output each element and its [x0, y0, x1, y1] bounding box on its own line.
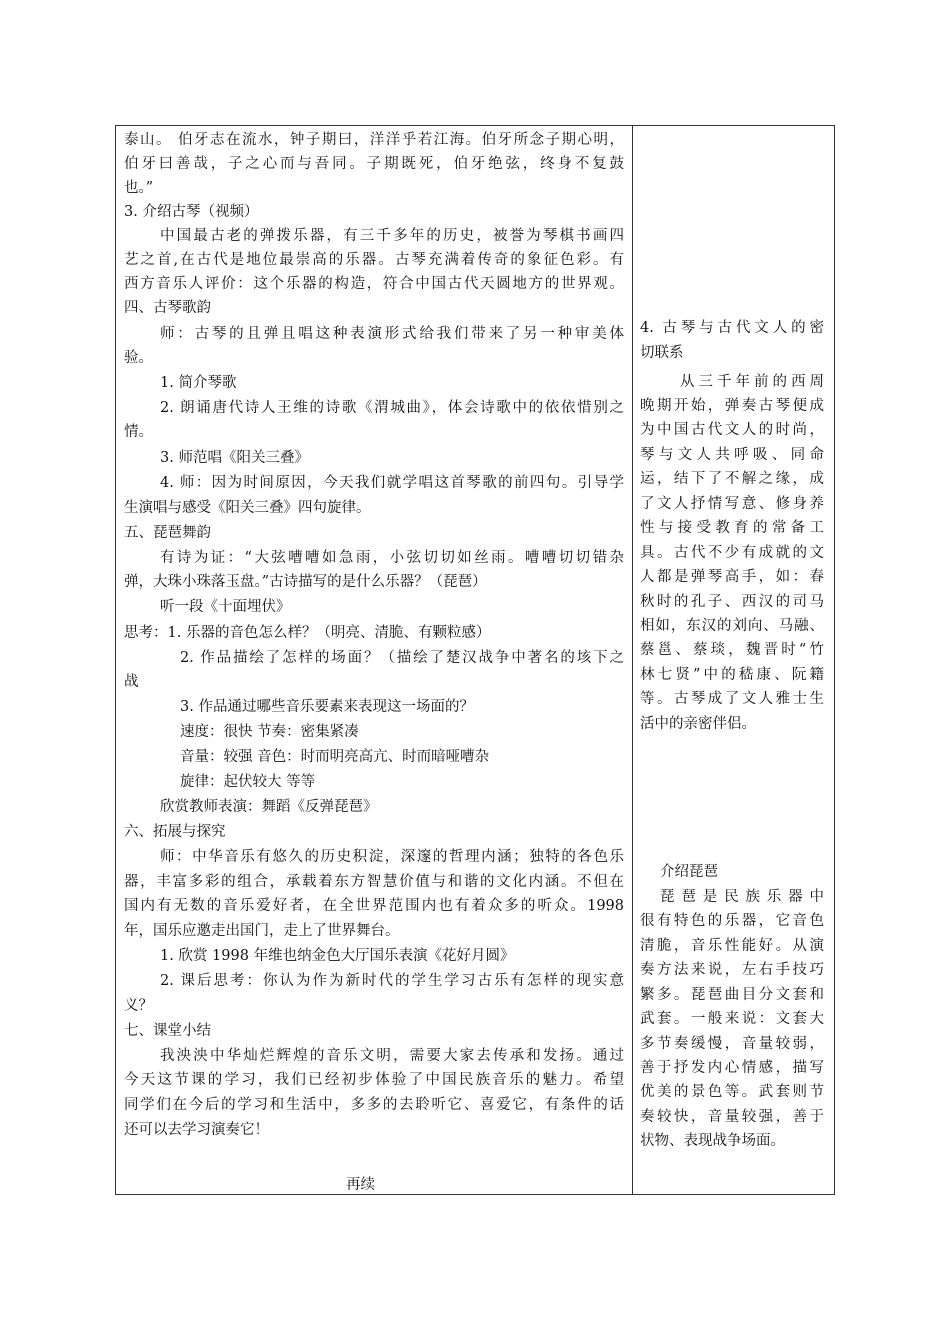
- lesson-text-line: 四、古琴歌韵: [124, 300, 211, 316]
- lesson-text-line: 1. 简介琴歌: [160, 375, 237, 391]
- notes-line-pipa: 琵琶是民族乐器中: [660, 889, 824, 905]
- lesson-text-line: 五、琵琶舞韵: [124, 525, 211, 541]
- notes-line-pipa: 多节奏缓慢，音量较弱，: [640, 1036, 824, 1052]
- notes-column: [640, 126, 828, 1190]
- lesson-text-line: 伯牙曰善哉，子之心而与吾同。子期既死，伯牙绝弦，终身不复鼓: [124, 156, 624, 172]
- lesson-text-line: 师：古琴的且弹且唱这种表演形式给我们带来了另一种审美体: [160, 326, 624, 342]
- lesson-body-column: [124, 128, 624, 1192]
- notes-line-guqin: 活中的亲密伴侣。: [640, 716, 756, 732]
- notes-line-guqin: 4. 古琴与古代文人的密: [640, 320, 824, 336]
- notes-line-guqin: 秋时的孔子、西汉的司马: [640, 594, 824, 610]
- lesson-text-line: 2. 作品描绘了怎样的场面？（描绘了楚汉战争中著名的垓下之: [180, 650, 624, 666]
- lesson-text-line: 4. 师：因为时间原因，今天我们就学唱这首琴歌的前四句。引导学: [160, 475, 624, 491]
- lesson-text-line: 2. 朗诵唐代诗人王维的诗歌《渭城曲》，体会诗歌中的依依惜别之: [160, 400, 624, 416]
- lesson-text-line: 泰山。 伯牙志在流水，钟子期曰，洋洋乎若江海。伯牙所念子期心明，: [124, 132, 624, 148]
- notes-line-pipa: 武套。一般来说：文套大: [640, 1011, 824, 1027]
- notes-line-pipa: 奏方法来说，左右手技巧: [640, 962, 824, 978]
- lesson-text-line: 还可以去学习演奏它！: [124, 1122, 269, 1138]
- notes-line-guqin: 等。古琴成了文人雅士生: [640, 691, 824, 707]
- continued-label: 再续: [346, 1177, 375, 1193]
- lesson-text-line: 中国最古老的弹拨乐器，有三千多年的历史，被誉为琴棋书画四: [160, 228, 624, 244]
- lesson-text-line: 3. 介绍古琴（视频）: [124, 204, 259, 220]
- lesson-text-line: 弹，大珠小珠落玉盘。”古诗描写的是什么乐器？（琵琶）: [124, 574, 487, 590]
- notes-line-guqin: 晚期开始，弹奏古琴便成: [640, 398, 824, 414]
- notes-line-pipa: 清脆，音乐性能好。从演: [640, 938, 824, 954]
- notes-line-guqin: 性与接受教育的常备工: [640, 520, 824, 536]
- lesson-text-line: 我泱泱中华灿烂辉煌的音乐文明，需要大家去传承和发扬。通过: [160, 1048, 624, 1064]
- notes-line-guqin: 蔡邕、蔡琰，魏晋时“竹: [640, 642, 824, 658]
- lesson-text-line: 欣赏教师表演：舞蹈《反弹琵琶》: [160, 799, 378, 815]
- notes-line-guqin: 林七贤”中的嵇康、阮籍: [640, 667, 824, 683]
- lesson-text-line: 生演唱与感受《阳关三叠》四句旋律。: [124, 500, 371, 516]
- notes-line-pipa: 善于抒发内心情感，描写: [640, 1060, 824, 1076]
- lesson-text-line: 情。: [124, 424, 153, 440]
- notes-line-guqin: 琴与文人共呼吸、同命: [640, 447, 824, 463]
- lesson-text-line: 速度：很快 节奏：密集紧凑: [180, 724, 359, 740]
- notes-line-guqin: 了文人抒情写意、修身养: [640, 496, 824, 512]
- column-divider: [632, 126, 633, 1194]
- lesson-text-line: 七、课堂小结: [124, 1023, 211, 1039]
- lesson-text-line: 3. 作品通过哪些音乐要素来表现这一场面的？: [180, 699, 474, 715]
- notes-line-guqin: 为中国古代文人的时尚，: [640, 422, 824, 438]
- lesson-text-line: 战: [124, 674, 139, 690]
- lesson-text-line: 今天这节课的学习，我们已经初步体验了中国民族音乐的魅力。希望: [124, 1072, 624, 1088]
- lesson-text-line: 艺之首,在古代是地位最崇高的乐器。古琴充满着传奇的象征色彩。有: [124, 252, 624, 268]
- notes-line-guqin: 具。古代不少有成就的文: [640, 545, 824, 561]
- lesson-text-line: 2. 课后思考：你认为作为新时代的学生学习古乐有怎样的现实意: [160, 973, 624, 989]
- notes-line-guqin: 从三千年前的西周: [680, 374, 824, 390]
- lesson-text-line: 3. 师范唱《阳关三叠》: [160, 450, 309, 466]
- notes-line-pipa: 状物、表现战争场面。: [640, 1133, 785, 1149]
- lesson-text-line: 年，国乐应邀走出国门，走上了世界舞台。: [124, 923, 400, 939]
- lesson-text-line: 六、拓展与探究: [124, 824, 226, 840]
- notes-line-pipa: 奏较快，音量较强，善于: [640, 1109, 824, 1125]
- lesson-text-line: 1. 欣赏 1998 年维也纳金色大厅国乐表演《花好月圆》: [160, 948, 515, 964]
- notes-line-guqin: 相如，东汉的刘向、马融、: [640, 618, 824, 634]
- notes-line-pipa: 优美的景色等。武套则节: [640, 1084, 824, 1100]
- lesson-text-line: 验。: [124, 350, 153, 366]
- lesson-text-line: 有诗为证：“大弦嘈嘈如急雨，小弦切切如丝雨。嘈嘈切切错杂: [160, 550, 624, 566]
- notes-heading-pipa: 介绍琵琶: [660, 864, 718, 880]
- lesson-text-line: 也。”: [124, 180, 154, 196]
- lesson-plan-table: [115, 125, 835, 1195]
- lesson-text-line: 思考：1. 乐器的音色怎么样？（明亮、清脆、有颗粒感）: [124, 625, 491, 641]
- lesson-text-line: 义？: [124, 998, 153, 1014]
- lesson-text-line: 西方音乐人评价：这个乐器的构造，符合中国古代天圆地方的世界观。: [124, 276, 624, 292]
- lesson-text-line: 旋律：起伏较大 等等: [180, 774, 316, 790]
- lesson-text-line: 音量：较强 音色：时而明亮高亢、时而暗哑嘈杂: [180, 749, 490, 765]
- lesson-text-line: 听一段《十面埋伏》: [160, 599, 291, 615]
- notes-line-guqin: 人都是弹琴高手，如：春: [640, 569, 824, 585]
- lesson-text-line: 师：中华音乐有悠久的历史积淀，深邃的哲理内涵；独特的各色乐: [160, 849, 624, 865]
- notes-line-pipa: 繁多。琵琶曲目分文套和: [640, 987, 824, 1003]
- notes-line-pipa: 很有特色的乐器，它音色: [640, 913, 824, 929]
- notes-line-guqin: 切联系: [640, 345, 684, 361]
- lesson-text-line: 国内有无数的音乐爱好者，在全世界范围内也有着众多的听众。1998: [124, 898, 624, 914]
- notes-line-guqin: 运，结下了不解之缘，成: [640, 471, 824, 487]
- lesson-text-line: 器，丰富多彩的组合，承载着东方智慧价值与和谐的文化内涵。不但在: [124, 874, 624, 890]
- lesson-text-line: 同学们在今后的学习和生活中，多多的去聆听它、喜爱它，有条件的话: [124, 1097, 624, 1113]
